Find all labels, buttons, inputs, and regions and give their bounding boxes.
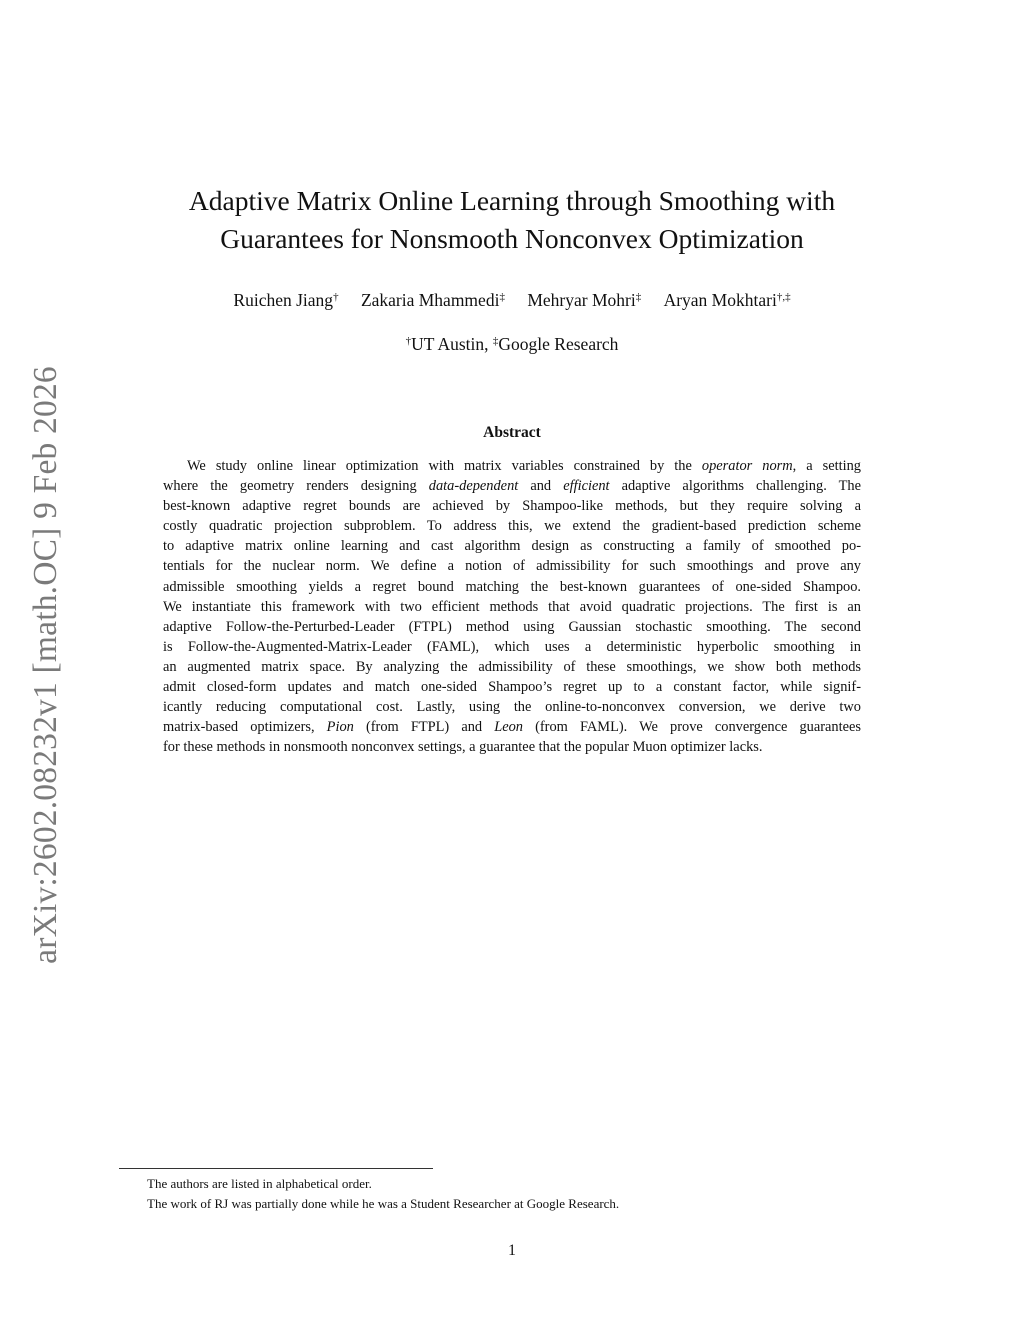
affiliation-list <box>120 334 904 355</box>
abstract-line: best-known adaptive regret bounds are achieved by Shampoo-like methods, but they require solving a <box>163 498 861 515</box>
author-affiliation-mark: † <box>333 290 339 303</box>
abstract-heading: Abstract <box>483 424 541 441</box>
abstract-line: icantly reducing computational cost. Lastly, using the online-to-nonconvex conversion, we derive two <box>163 699 861 716</box>
arxiv-identifier-stamp <box>12 360 80 970</box>
author-affiliation-mark: ‡ <box>499 290 505 303</box>
author-affiliation-mark: †,‡ <box>776 290 791 303</box>
footnote-student-researcher: The work of RJ was partially done while he was a Student Researcher at Google Research. <box>147 1196 620 1211</box>
abstract-line: adaptive Follow-the-Perturbed-Leader (FTPL) method using Gaussian stochastic smoothing. The second <box>163 618 861 635</box>
abstract-line: matrix-based optimizers, Pion (from FTPL) and Leon (from FAML). We prove convergence guarantees <box>163 719 861 736</box>
footnote-divider <box>119 1168 433 1169</box>
footnote-alphabetical-order: The authors are listed in alphabetical order. <box>147 1176 372 1191</box>
page-number: 1 <box>508 1242 516 1259</box>
abstract-line: We study online linear optimization with matrix variables constrained by the operator norm, a setting <box>187 458 861 474</box>
abstract-line: We instantiate this framework with two efficient methods that avoid quadratic projections. The first is an <box>163 598 861 615</box>
author-affiliation-mark: ‡ <box>635 290 642 303</box>
arxiv-identifier-text: arXiv:2602.08232v1 [math.OC] 9 Feb 2026 <box>27 366 64 964</box>
paper-title <box>140 182 884 258</box>
abstract-line: tentials for the nuclear norm. We define a notion of admissibility for such smoothings and prove any <box>163 558 861 575</box>
author: Mehryar Mohri‡ <box>527 290 642 310</box>
paper-title-line-2: Guarantees for Nonsmooth Nonconvex Optimization <box>220 223 804 254</box>
author: Aryan Mokhtari†,‡ <box>663 290 791 310</box>
abstract-line: admit closed-form updates and match one-sided Shampoo’s regret up to a constant factor, while signif- <box>163 679 861 696</box>
abstract-line: costly quadratic projection subproblem. To address this, we extend the gradient-based prediction scheme <box>163 518 861 535</box>
abstract-line: for these methods in nonsmooth nonconvex settings, a guarantee that the popular Muon optimizer lacks. <box>163 739 763 756</box>
affiliation: ‡Google Research <box>492 334 619 354</box>
abstract-emphasis: data-dependent <box>428 478 519 495</box>
author: Zakaria Mhammedi‡ <box>360 290 505 310</box>
affiliation: †UT Austin, <box>405 334 489 354</box>
abstract-line: admissible smoothing yields a regret bound matching the best-known guarantees of one-sided Shampoo. <box>163 578 861 595</box>
abstract-line: to adaptive matrix online learning and cast algorithm design as constructing a family of smoothed po- <box>163 538 861 555</box>
abstract-line: where the geometry renders designing data-dependent and efficient adaptive algorithms challenging. The <box>163 478 861 495</box>
abstract-body <box>163 456 861 757</box>
abstract-line: an augmented matrix space. By analyzing the admissibility of these smoothings, we show both methods <box>163 658 861 675</box>
abstract-line: is Follow-the-Augmented-Matrix-Leader (FAML), which uses a deterministic hyperbolic smoothing in <box>163 638 861 655</box>
abstract-emphasis: efficient <box>563 478 610 495</box>
paper-title-line-1: Adaptive Matrix Online Learning through Smoothing with <box>188 185 836 216</box>
abstract-emphasis: operator norm <box>701 458 793 474</box>
author: Ruichen Jiang† <box>233 290 339 310</box>
abstract-emphasis: Leon <box>494 719 523 736</box>
author-list <box>120 290 904 311</box>
abstract-emphasis: Pion <box>326 719 354 736</box>
